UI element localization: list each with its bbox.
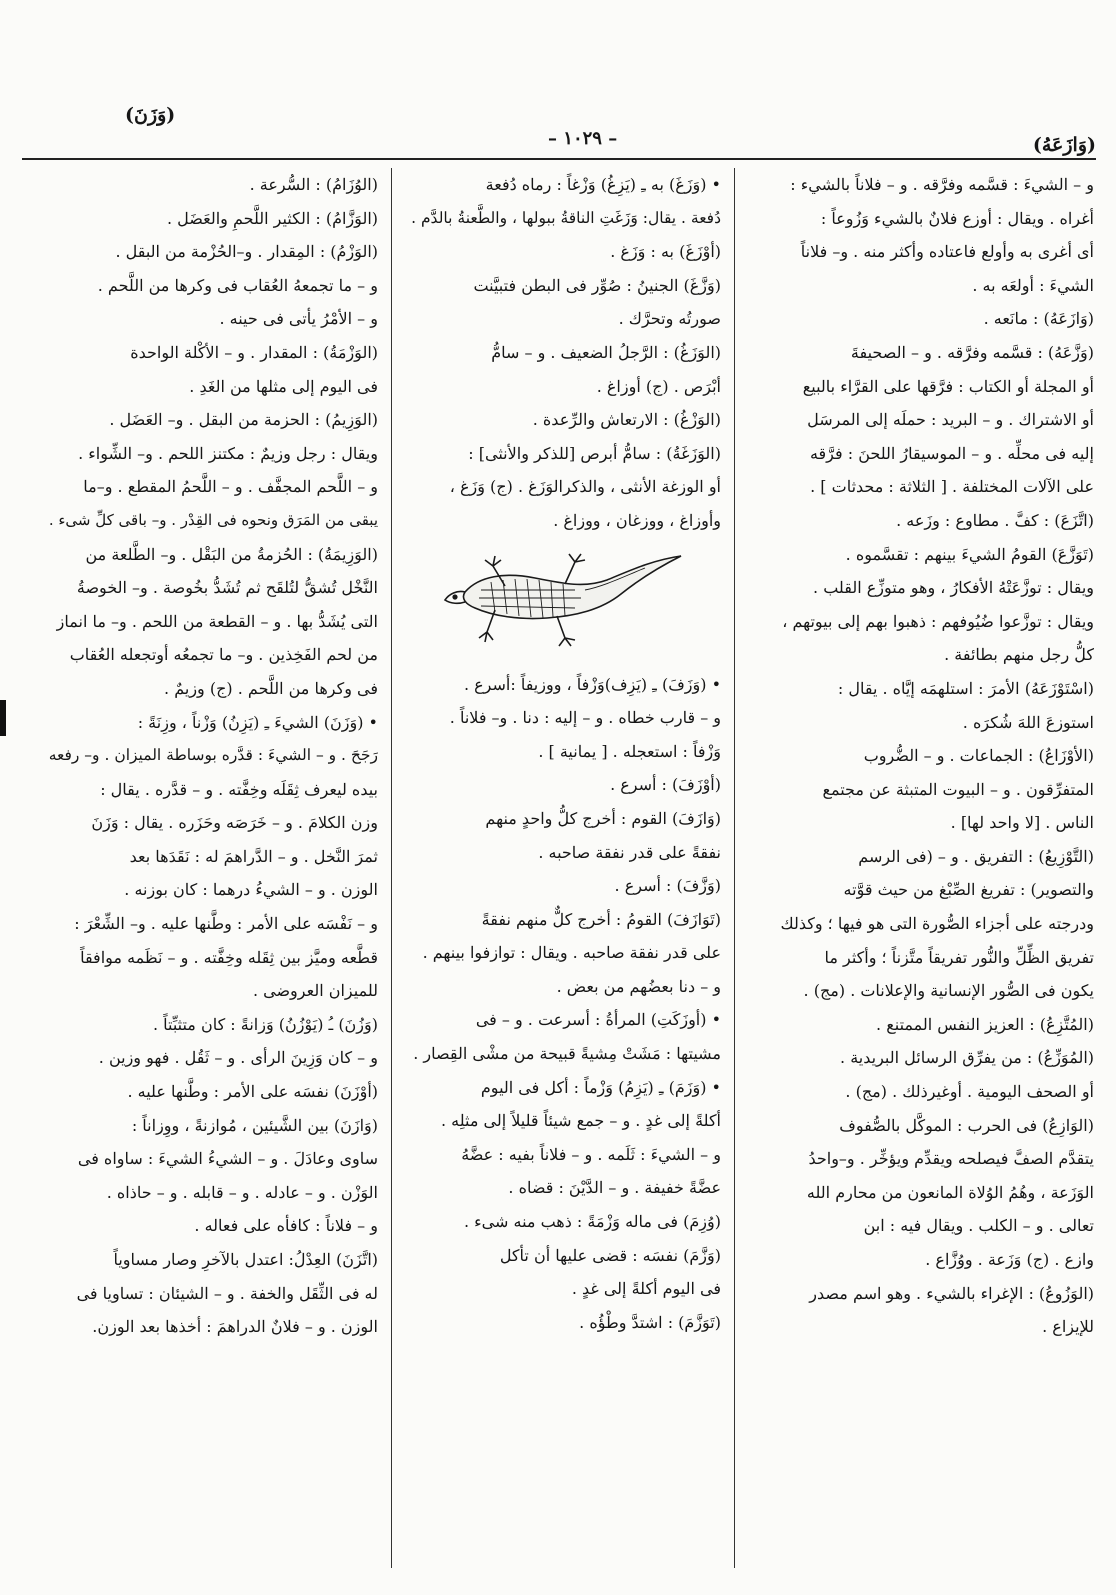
- entry-line: ثمرَ النَّخل . و – الدَّراهمَ له : نَقَدَها بعد: [129, 846, 378, 866]
- entry-line: فى اليوم إلى مثلها من الغَدِ .: [189, 376, 378, 396]
- entry-line: و – فلاناً : كافأه على فعاله .: [194, 1216, 378, 1236]
- entry-line: مشيتها : مَشَتْ مِشيةً قبيحة من مشْى القِصار .: [413, 1044, 721, 1064]
- entry-line: • (وَزَفَ) ـِ (يَزِف)وَزْفاً ، ووزيفاً :أسرع .: [463, 674, 721, 694]
- entry-line: (وُزِمَ) فى ماله وَزْمَةً : ذهب منه شىء .: [463, 1212, 721, 1232]
- entry-line: (التَّوْزِيعُ) : التفريق . و – (فى الرسم: [858, 846, 1094, 866]
- entry-line: (وَازَنَ) بين الشَّيئين ، مُوازنةً ، ووِزاناً :: [131, 1115, 378, 1135]
- entry-line: (تَوَزَّمَ) : اشتدَّ وطْؤُه .: [579, 1312, 721, 1332]
- entry-line: (أوْزَنَ) نفسَه على الأمر : وطَّنها عليه .: [127, 1082, 378, 1102]
- header-rule: [22, 158, 1096, 160]
- entry-line: النَّخْل تُشقُّ لتُلقَح ثم تُشَدُّ بخُوصة . و– الخوصةُ: [76, 578, 378, 598]
- entry-line: (الوُزَامُ) : السُّرعة .: [249, 175, 378, 194]
- entry-line: (أوْزَغَ) به : وَزَغ .: [610, 242, 721, 262]
- entry-line: فى اليوم أكلةً إلى غدٍ .: [571, 1279, 721, 1299]
- entry-line: (الوَزَّامُ) : الكثير اللَّحمِ والعَضَل .: [166, 208, 378, 228]
- entry-line: الوزن . و – الشيءُ درهما : كان بوزنه .: [124, 880, 378, 900]
- entry-line: (وَزَّمَ) نفسَه : قضى عليها أن تأكل: [499, 1245, 721, 1265]
- entry-line: (الوَزْغُ) : الارتعاش والرِّعدة .: [532, 410, 721, 430]
- entry-line: (اتَّزَعَ) : كفَّ . مطاوع : وزَعه .: [896, 510, 1094, 530]
- entry-line: (تَوَزَّعَ) القومُ الشيءَ بينهم : تقسَّموه .: [845, 544, 1094, 564]
- entry-line: (وَزُنَ) ـُ (يَوْزُنُ) وَزانةً : كان متثبِّتاً .: [152, 1014, 378, 1034]
- entry-line: رَجَحَ . و – الشيءَ : قدَّره بوساطة الميزان . و– رفعه: [48, 746, 378, 765]
- column-divider-right: [734, 168, 735, 1568]
- entry-line: (الوَزِيمَةُ) : الحُزمةُ من البَقْل . و– الطَّلعة من: [85, 544, 378, 564]
- entry-line: قطَّعه وميَّز بين ثِقَله وخِفَّته . و – نَظَمه موافقاً: [80, 947, 378, 967]
- entry-line: والتصوير) : تفريغ الصِّبْغ من حيث قوَّته: [843, 880, 1094, 900]
- entry-line: أو الصحف اليومية . أوغيرذلك . (مج) .: [845, 1082, 1094, 1102]
- entry-line: صورتُه وتحرَّك .: [618, 309, 721, 329]
- entry-line: • (وَزَنَ) الشيءَ ـِ (يَزِنُ) وَزْناً ، وزِنَةً :: [137, 712, 378, 732]
- entry-line: الشيءَ : أولعَه به .: [972, 275, 1094, 295]
- column-middle: [409, 168, 721, 1568]
- entry-line: من لحم الفَخِذين . و– ما تجمعُه أوتجعله العُقاب: [69, 645, 378, 665]
- entry-line: (اتَّزَنَ) العِدْلُ: اعتدل بالآخرِ وصار مساوياً: [113, 1250, 378, 1269]
- entry-line: (وَزَّغَ) الجنينُ : صُوِّر فى البطن فتبيَّنت: [473, 275, 721, 295]
- entry-line: (الوَازِعُ) فى الحرب : الموكَّل بالصُّفوف: [839, 1115, 1094, 1135]
- header-right-word: (وَازَعَهُ): [1032, 134, 1096, 156]
- entry-line: (اسْتَوْزَعَهُ) الأمرَ : استلهمَه إيَّاه . يقال :: [837, 678, 1094, 698]
- entry-line: وأوزاغ ، ووزغان ، ووزاغ .: [553, 510, 721, 530]
- entry-line: و – الشيءَ : قسَّمه وفرَّقه . و – فلاناً بالشيء :: [790, 175, 1094, 194]
- entry-line: و – نَفْسَه على الأمر : وطَّنها عليه . و– الشِّعْرَ :: [74, 914, 378, 934]
- entry-line: وازع . (ج) وَزَعة . ووُزَّاع .: [925, 1250, 1094, 1269]
- entry-line: • (أوزَكَتِ) المرأةُ : أسرعت . و – فى: [475, 1010, 721, 1030]
- entry-line: استوزعَ اللهَ شُكرَه .: [962, 712, 1094, 732]
- entry-line: (وَازَعَهُ) : مانَعه .: [983, 309, 1094, 329]
- entry-line: بيده ليعرف ثِقَلَه وخِفَّته . و – قدَّره . يقال :: [100, 779, 378, 799]
- entry-line: على قدر نفقة صاحبه . ويقال : توازفوا بينهم .: [422, 943, 721, 963]
- entry-line: (المُوَزِّعُ) : من يفرِّق الرسائل البريدية .: [840, 1048, 1094, 1068]
- entry-line: إليه فى محلِّه . و – الموسيقارُ اللحنَ : فرَّقه: [809, 443, 1094, 463]
- entry-line: التى يُشَدُّ بها . و – القطعة من اللحم . و– ما انماز: [56, 611, 378, 631]
- scan-edge-mark: [0, 700, 6, 736]
- entry-line: أكلةً إلى غدٍ . و – جمع شيئاً قليلاً إلى مثلِه .: [440, 1111, 721, 1131]
- entry-line: على الآلات المختلفة . [ الثلاثة : محدثات ] .: [810, 477, 1094, 497]
- entry-line: الوَزَعة ، وهُمُ الوُلاة المانعون من محارم الله: [806, 1182, 1094, 1202]
- entry-line: وَزْفاً : استعجله . [ يمانية ] .: [538, 741, 721, 761]
- entry-line: و – اللَّحم المجفَّف . و – اللَّحمُ المقطع . و–ما: [83, 477, 378, 497]
- entry-line: (المُتَّزِعُ) : العزيز النفس الممتنع .: [876, 1014, 1094, 1034]
- entry-line: (الوَزَغَةُ) : سامُّ أبرص [للذكر والأنثى] :: [468, 443, 721, 463]
- entry-line: ساوى وعادَلَ . و – الشيءُ الشيءَ : ساواه فى: [77, 1149, 378, 1169]
- entry-line: الوزن . و – فلانٌ الدراهمَ : أخذها بعد الوزن.: [92, 1317, 378, 1337]
- entry-line: (الأوْزَاعُ) : الجماعات . و – الضُّروب: [863, 746, 1094, 766]
- entry-line: يتقدَّم الصفَّ فيصلحه ويقدِّم ويؤخِّر . و–واحدُ: [808, 1149, 1094, 1169]
- page-number: – ١٠٢٩ –: [548, 128, 618, 149]
- entry-line: • (وَزَغَ) به ـِ (يَزِغُ) وَزْغاً : رماه دُفعة: [485, 175, 721, 194]
- entry-line: ودرجته على أجزاء الصُّورة التى هو فيها ؛ وكذلك: [780, 914, 1094, 934]
- entry-line: نفقةً على قدر نفقة صاحبه .: [538, 842, 721, 862]
- entry-line: و – الأمْرُ يأتى فى حينه .: [219, 309, 378, 329]
- entry-line: أو المجلة أو الكتاب : فرَّقها على القرَّاء بالبيع: [802, 376, 1094, 396]
- entry-line: ويقال : رجل وزيمٌ : مكتنز اللحم . و– الشِّواء .: [78, 443, 378, 463]
- entry-line: للإيزاع .: [1042, 1317, 1094, 1337]
- entry-line: (الوَزَغُ) : الرَّجلُ الضعيف . و – سامُّ: [491, 342, 721, 362]
- entry-line: للميزان العروضى .: [252, 981, 378, 1001]
- entry-line: عضَّةً خفيفة . و – الدَّيْنَ : قضاه .: [508, 1178, 721, 1198]
- entry-line: دُفعة . يقال: وَزَغَتِ الناقةُ ببولها ، والطَّعنةُ بالدَّم .: [411, 208, 721, 227]
- entry-line: ويقال : توزَّعَتْهُ الأفكارُ ، وهو متوزِّع القلب .: [813, 578, 1094, 598]
- gecko-illustration: [435, 546, 695, 658]
- entry-line: الناس . [لا واحد لها] .: [950, 813, 1094, 833]
- column-right: [750, 168, 1094, 1568]
- entry-line: (تَوَازَفَ) القومُ : أخرج كلٌّ منهم نفقةً: [481, 909, 721, 929]
- entry-line: (وَازَفَ) القوم : أخرج كلُّ واحدٍ منهم: [485, 808, 721, 828]
- entry-line: و – الشيءَ : ثَلَمه . و – فلاناً بفيه : عضَّهُ: [461, 1144, 721, 1164]
- column-left: [42, 168, 378, 1568]
- entry-line: وزن الكلامَ . و – خَرَصَه وحَزَره . يقال : وَزَنَ: [91, 813, 378, 833]
- entry-line: ويقال : توزَّعوا ضُيُوفهم : ذهبوا بهم إلى بيوتهم ،: [782, 611, 1094, 631]
- entry-line: تفريق الظِّلِّ والنُّور تفريقاً متَّزناً ؛ وأكثر ما: [824, 947, 1094, 967]
- entry-line: أغراه . ويقال : أوزع فلانٌ بالشيء وَزُوعاً :: [820, 208, 1094, 228]
- entry-line: له فى الثِّقَل والخفة . و – الشيئان : تساويا فى: [76, 1283, 378, 1303]
- entry-line: أبْرَص . (ج) أوزاغ .: [596, 376, 721, 396]
- entry-line: و – ما تجمعهُ العُقاب فى وكرها من اللَّحم .: [97, 275, 378, 295]
- entry-line: (الوَزْمَةُ) : المقدار . و – الأكْلة الواحدة: [130, 342, 378, 362]
- entry-line: أى أغرى به وأولع فاعتاده وأكثر منه . و– فلاناً: [800, 242, 1094, 262]
- entry-line: كلُّ رجل منهم بطائفة .: [944, 645, 1094, 665]
- entry-line: يكون فى الصُّور الإنسانية والإعلانات . (مج) .: [803, 981, 1094, 1001]
- entry-line: و – دنا بعضُهم من بعض .: [556, 976, 721, 996]
- entry-line: أو الاشتراك . و – البريد : حملَه إلى المرسَل: [807, 410, 1094, 430]
- entry-line: (وَزَّعَهُ) : قسَّمه وفرَّقه . و – الصحيفةَ: [850, 342, 1094, 362]
- entry-line: أو الوزغة الأنثى ، والذكرالوَزَغ . (ج) وَزَغ ،: [449, 477, 721, 497]
- entry-line: يبقى من المَرَق ونحوه فى القِدْر . و– باقى كلِّ شىء .: [48, 510, 378, 529]
- entry-line: (الوَزُوعُ) : الإغراء بالشيء . وهو اسم مصدر: [809, 1283, 1094, 1303]
- entry-line: تعالى . و – الكلب . ويقال فيه : ابن: [863, 1216, 1094, 1236]
- entry-line: فى وكرها من اللَّحم . (ج) وزيمٌ .: [164, 678, 378, 698]
- entry-line: و – كان وَزِينَ الرأى . و – ثَقُل . فهو وزين .: [98, 1048, 378, 1068]
- entry-line: الوَزْن . و – عادله . و – قابله . و – حاذاه .: [106, 1182, 378, 1202]
- entry-line: المتفرِّقون . و – البيوت المتبثة عن مجتمع: [822, 779, 1094, 799]
- entry-line: • (وَزَمَ) ـِ (يَزِمُ) وَزْماً : أكل فى اليوم: [480, 1077, 721, 1097]
- entry-line: (أوْزَفَ) : أسرع .: [610, 775, 721, 795]
- entry-line: و – قارب خطاه . و – إليه : دنا . و– فلاناً .: [449, 708, 721, 728]
- entry-line: (الوَزْمُ) : المِقدار . و–الحُزْمة من البقل .: [115, 242, 378, 262]
- header-left-word: (وَزَنَ): [125, 104, 176, 126]
- entry-line: (الوَزِيمُ) : الحزمة من البقل . و– العَضَل .: [109, 410, 378, 430]
- column-divider-left: [391, 168, 392, 1568]
- entry-line: (وَزَّفَ) : أسرع .: [614, 876, 721, 896]
